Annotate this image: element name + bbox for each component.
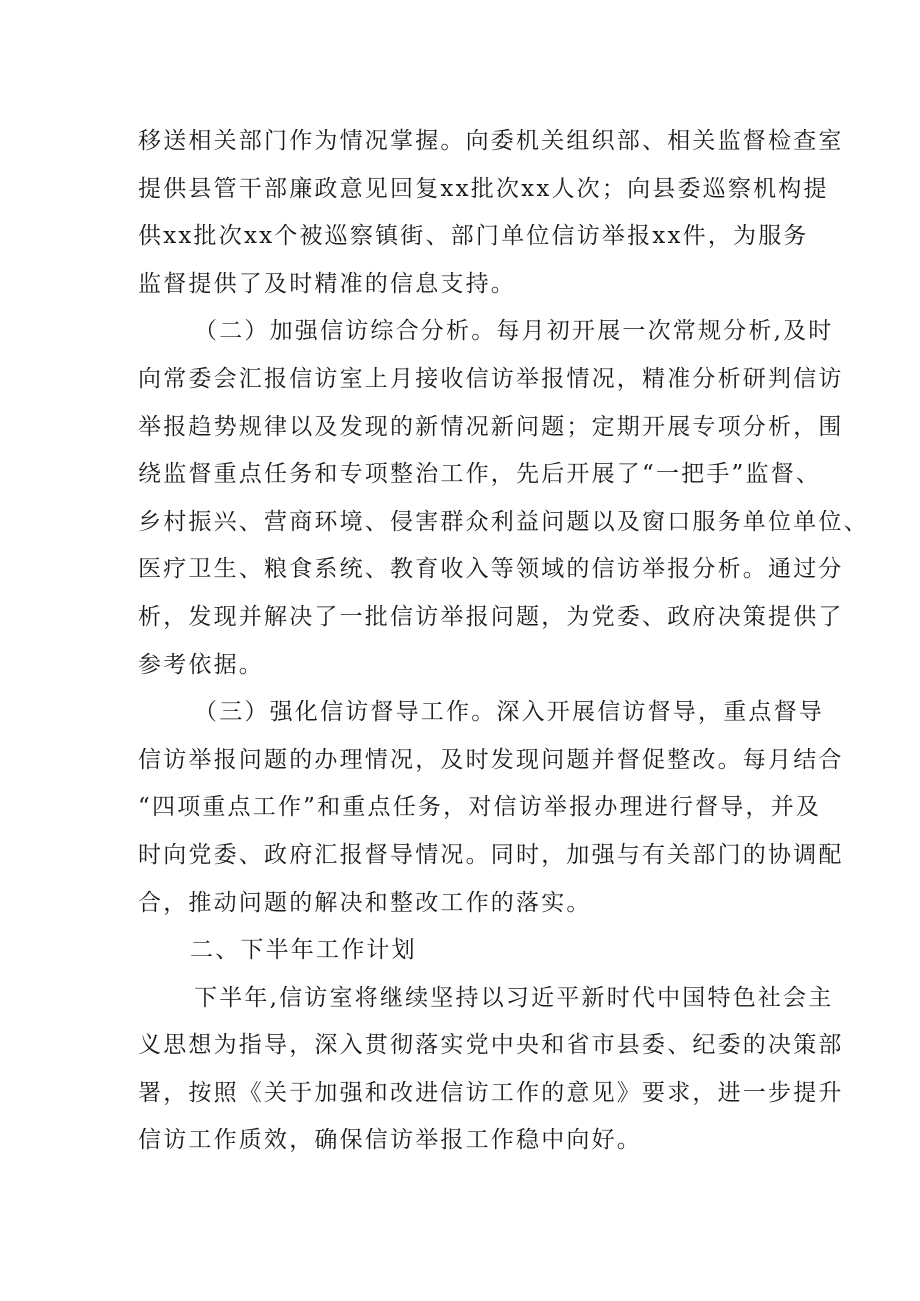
paragraph-start-line: （三）强化信访督导工作。深入开展信访督导，重点督导	[194, 699, 824, 726]
text-line: 义思想为指导，深入贯彻落实党中央和省市县委、纪委的决策部	[138, 1032, 844, 1059]
text-line: 绕监督重点任务和专项整治工作，先后开展了“一把手”监督、	[138, 461, 822, 488]
text-line: 参考依据。	[138, 651, 264, 678]
text-line: 合，推动问题的解决和整改工作的落实。	[138, 889, 592, 916]
text-line: 署，按照《关于加强和改进信访工作的意见》要求，进一步提升	[138, 1079, 844, 1106]
text-line: 提供县管干部廉政意见回复xx批次xx人次；向县委巡察机构提	[138, 175, 829, 202]
document-body	[138, 118, 869, 1165]
paragraph-start-line: （二）加强信访综合分析。每月初开展一次常规分析,及时	[194, 318, 834, 345]
text-line: 供xx批次xx个被巡察镇街、部门单位信访举报xx件，为服务	[138, 223, 809, 250]
text-line: 信访工作质效，确保信访举报工作稳中向好。	[138, 1127, 642, 1154]
text-line: 举报趋势规律以及发现的新情况新问题；定期开展专项分析，围	[138, 413, 844, 440]
text-line: 向常委会汇报信访室上月接收信访举报情况，精准分析研判信访	[138, 365, 844, 392]
text-line: 信访举报问题的办理情况，及时发现问题并督促整改。每月结合	[138, 746, 844, 773]
text-line: 时向党委、政府汇报督导情况。同时，加强与有关部门的协调配	[138, 841, 844, 868]
section-heading: 二、下半年工作计划	[190, 937, 417, 964]
text-line: “四项重点工作”和重点任务，对信访举报办理进行督导，并及	[138, 794, 822, 821]
text-line: 医疗卫生、粮食系统、教育收入等领域的信访举报分析。通过分	[138, 556, 844, 583]
text-line: 监督提供了及时精准的信息支持。	[138, 270, 516, 297]
text-line: 乡村振兴、营商环境、侵害群众利益问题以及窗口服务单位单位、	[138, 508, 869, 535]
text-line: 析，发现并解决了一批信访举报问题，为党委、政府决策提供了	[138, 603, 844, 630]
text-line: 移送相关部门作为情况掌握。向委机关组织部、相关监督检查室	[138, 128, 844, 154]
paragraph-start-line: 下半年,信访室将继续坚持以习近平新时代中国特色社会主	[194, 984, 834, 1011]
